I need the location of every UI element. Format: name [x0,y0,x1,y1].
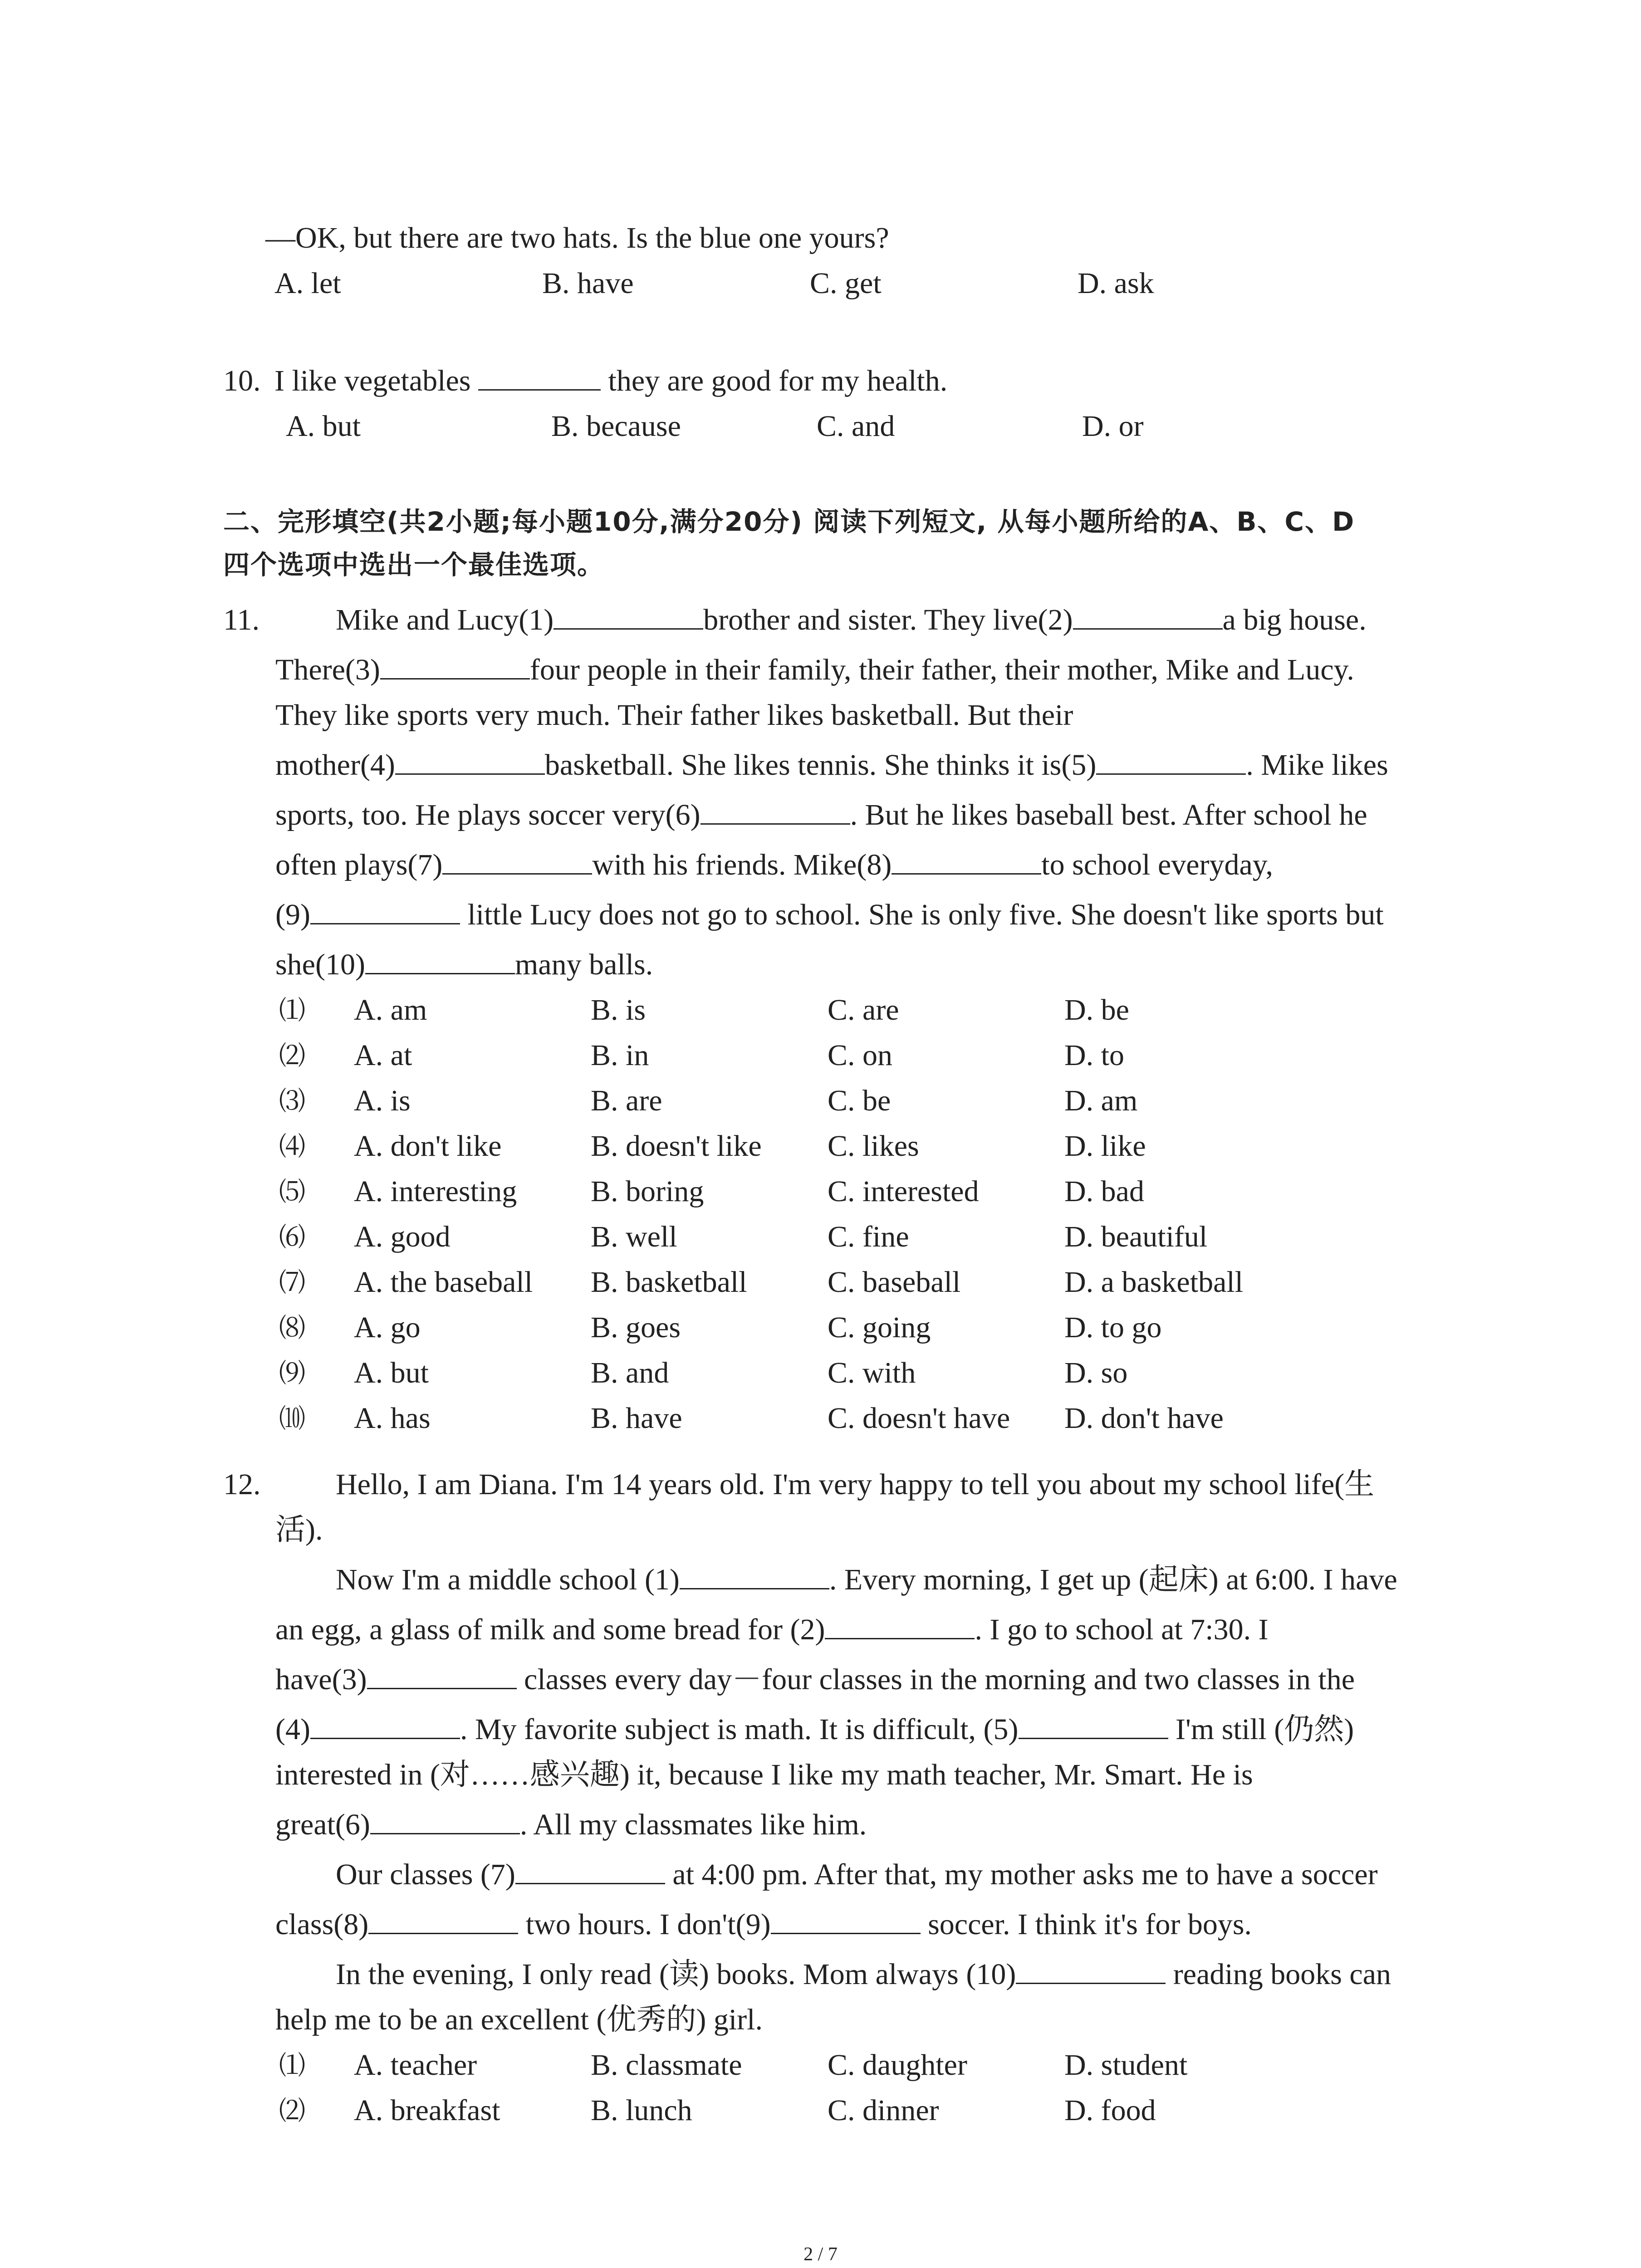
answer-blank [892,845,1041,875]
text: Now I'm a middle school (1) [336,1563,680,1596]
answer-blank [1073,600,1223,630]
option-b: B. goes [591,1311,681,1344]
q12-line-11 [336,1954,1391,1995]
text: sports, too. He plays soccer very(6) [275,798,700,831]
text: great(6) [275,1808,370,1841]
text: classes every day－four classes in the morning and two classes in the [516,1663,1355,1696]
option-b: B. is [591,993,646,1026]
text: often plays(7) [275,848,443,881]
q10-text-after: they are good for my health. [600,364,948,397]
text: a big house. [1222,603,1367,636]
option-row-number: ⑴ [279,2050,306,2081]
text: to school everyday, [1041,848,1274,881]
option-c: C. going [828,1311,931,1344]
answer-blank [395,745,545,775]
option-d: D. food [1064,2094,1156,2127]
text: I'm still (仍然) [1168,1713,1354,1746]
text: (4) [275,1713,310,1746]
answer-blank [554,600,703,630]
option-row-number: ⑽ [279,1403,306,1434]
option-d: D. to go [1064,1311,1162,1344]
option-b: B. boring [591,1175,704,1208]
text: . My favorite subject is math. It is difficult, (5) [460,1713,1019,1746]
option-row-number: ⑷ [279,1131,306,1162]
answer-blank [368,1905,518,1934]
q12-line-1: Hello, I am Diana. I'm 14 years old. I'm very happy to tell you about my school life(生 [336,1468,1375,1501]
option-c: C. interested [828,1175,979,1208]
section-heading-line2: 四个选项中选出一个最佳选项。 [223,549,605,580]
text: There(3) [275,653,380,686]
text: at 4:00 pm. After that, my mother asks me to have a soccer [665,1858,1378,1891]
text: soccer. I think it's for boys. [920,1908,1252,1941]
answer-blank [478,361,601,391]
q10-option-d: D. or [1082,410,1144,443]
option-b: B. well [591,1220,677,1253]
q11-line-8 [275,944,653,985]
q9-reply: —OK, but there are two hats. Is the blue one yours? [265,221,889,254]
option-a: A. has [354,1402,431,1435]
option-row-number: ⑺ [279,1267,306,1298]
q11-number: 11. [223,603,260,636]
q11-line-1 [336,600,1367,640]
option-c: C. be [828,1084,891,1117]
answer-blank [310,895,460,924]
option-c: C. likes [828,1129,919,1163]
q12-line-2: 活). [275,1513,323,1546]
option-c: C. daughter [828,2048,967,2082]
answer-blank [365,945,515,974]
option-c: C. are [828,993,899,1026]
text: . I go to school at 7:30. I [975,1613,1269,1646]
option-d: D. student [1064,2048,1188,2082]
option-a: A. don't like [354,1129,502,1163]
answer-blank [680,1560,829,1589]
option-d: D. so [1064,1356,1128,1389]
page-number: 2 / 7 [803,2244,838,2265]
text: mother(4) [275,748,395,782]
option-a: A. but [354,1356,429,1389]
text: class(8) [275,1908,369,1941]
option-a: A. at [354,1039,412,1072]
q9-option-d: D. ask [1078,267,1154,300]
option-c: C. baseball [828,1266,961,1299]
option-b: B. classmate [591,2048,742,2082]
answer-blank [310,1710,460,1739]
text: (9) [275,898,310,931]
q9-option-a: A. let [274,267,341,300]
text: four people in their family, their father, their mother, Mike and Lucy. [529,653,1354,686]
option-a: A. breakfast [354,2094,500,2127]
option-a: A. interesting [354,1175,517,1208]
option-d: D. be [1064,993,1129,1026]
option-b: B. in [591,1039,649,1072]
text: two hours. I don't(9) [518,1908,771,1941]
q10-option-b: B. because [551,410,681,443]
option-a: A. teacher [354,2048,477,2082]
text: . All my classmates like him. [519,1808,867,1841]
option-d: D. don't have [1064,1402,1224,1435]
answer-blank [700,795,850,825]
option-a: A. go [354,1311,421,1344]
option-row-number: ⑼ [279,1358,306,1388]
option-row-number: ⑵ [279,1040,306,1071]
q9-option-c: C. get [810,267,882,300]
answer-blank [1019,1710,1168,1739]
answer-blank [380,650,530,679]
text: many balls. [514,948,653,981]
option-row-number: ⑸ [279,1176,306,1207]
q12-line-4 [275,1609,1269,1650]
q11-line-3: They like sports very much. Their father likes basketball. But their [275,699,1073,732]
q10-number: 10. [223,364,261,397]
option-a: A. is [354,1084,411,1117]
section-heading-line1: 二、完形填空(共2小题;每小题10分,满分20分) 阅读下列短文, 从每小题所给的A、B、C、D [223,506,1355,537]
q12-number: 12. [223,1468,261,1501]
option-row-number: ⑴ [279,995,306,1026]
text: In the evening, I only read (读) books. Mom always (10) [336,1958,1016,1991]
option-c: C. with [828,1356,916,1389]
q12-line-12: help me to be an excellent (优秀的) girl. [275,2003,763,2036]
q11-line-6 [275,845,1273,885]
text: brother and sister. They live(2) [703,603,1073,636]
q12-line-6 [275,1709,1354,1750]
q10-option-a: A. but [286,410,361,443]
answer-blank [515,1855,665,1884]
q12-line-5 [275,1659,1355,1700]
answer-blank [1016,1955,1166,1984]
option-row-number: ⑻ [279,1312,306,1343]
option-b: B. doesn't like [591,1129,762,1163]
q11-line-2 [275,650,1354,690]
answer-blank [1096,745,1246,775]
q11-line-7 [275,894,1384,935]
option-b: B. basketball [591,1266,747,1299]
option-b: B. have [591,1402,682,1435]
q12-line-3 [336,1559,1397,1600]
q11-line-5 [275,795,1367,836]
text: with his friends. Mike(8) [592,848,892,881]
q9-option-b: B. have [542,267,634,300]
option-c: C. fine [828,1220,909,1253]
q12-line-8 [275,1804,867,1845]
text: an egg, a glass of milk and some bread for (2) [275,1613,825,1646]
option-c: C. doesn't have [828,1402,1010,1435]
option-b: B. and [591,1356,669,1389]
option-row-number: ⑶ [279,1085,306,1116]
option-d: D. beautiful [1064,1220,1208,1253]
q12-line-10 [275,1904,1252,1945]
text: . Mike likes [1246,748,1388,782]
option-b: B. are [591,1084,662,1117]
answer-blank [367,1660,517,1689]
option-a: A. am [354,993,427,1026]
text: reading books can [1166,1958,1391,1991]
q11-line-4 [275,745,1388,786]
text: have(3) [275,1663,367,1696]
q10-option-c: C. and [817,410,895,443]
option-c: C. on [828,1039,893,1072]
option-b: B. lunch [591,2094,692,2127]
q10-text-before: I like vegetables [274,364,478,397]
text: she(10) [275,948,365,981]
option-d: D. like [1064,1129,1146,1163]
text: . But he likes baseball best. After school he [850,798,1367,831]
text: . Every morning, I get up (起床) at 6:00. I have [829,1563,1397,1596]
option-c: C. dinner [828,2094,939,2127]
answer-blank [771,1905,921,1934]
q12-line-7: interested in (对……感兴趣) it, because I like my math teacher, Mr. Smart. He is [275,1758,1253,1791]
text: Our classes (7) [336,1858,515,1891]
option-a: A. good [354,1220,451,1253]
option-d: D. to [1064,1039,1124,1072]
answer-blank [825,1610,975,1639]
text: little Lucy does not go to school. She is only five. She doesn't like sports but [460,898,1384,931]
option-d: D. a basketball [1064,1266,1244,1299]
answer-blank [370,1805,520,1834]
q12-line-9 [336,1854,1378,1895]
option-row-number: ⑵ [279,2095,306,2126]
option-a: A. the baseball [354,1266,533,1299]
text: Mike and Lucy(1) [336,603,554,636]
option-d: D. bad [1064,1175,1144,1208]
text: basketball. She likes tennis. She thinks it is(5) [544,748,1097,782]
option-d: D. am [1064,1084,1138,1117]
option-row-number: ⑹ [279,1222,306,1252]
answer-blank [442,845,592,875]
q10-stem [223,361,947,401]
